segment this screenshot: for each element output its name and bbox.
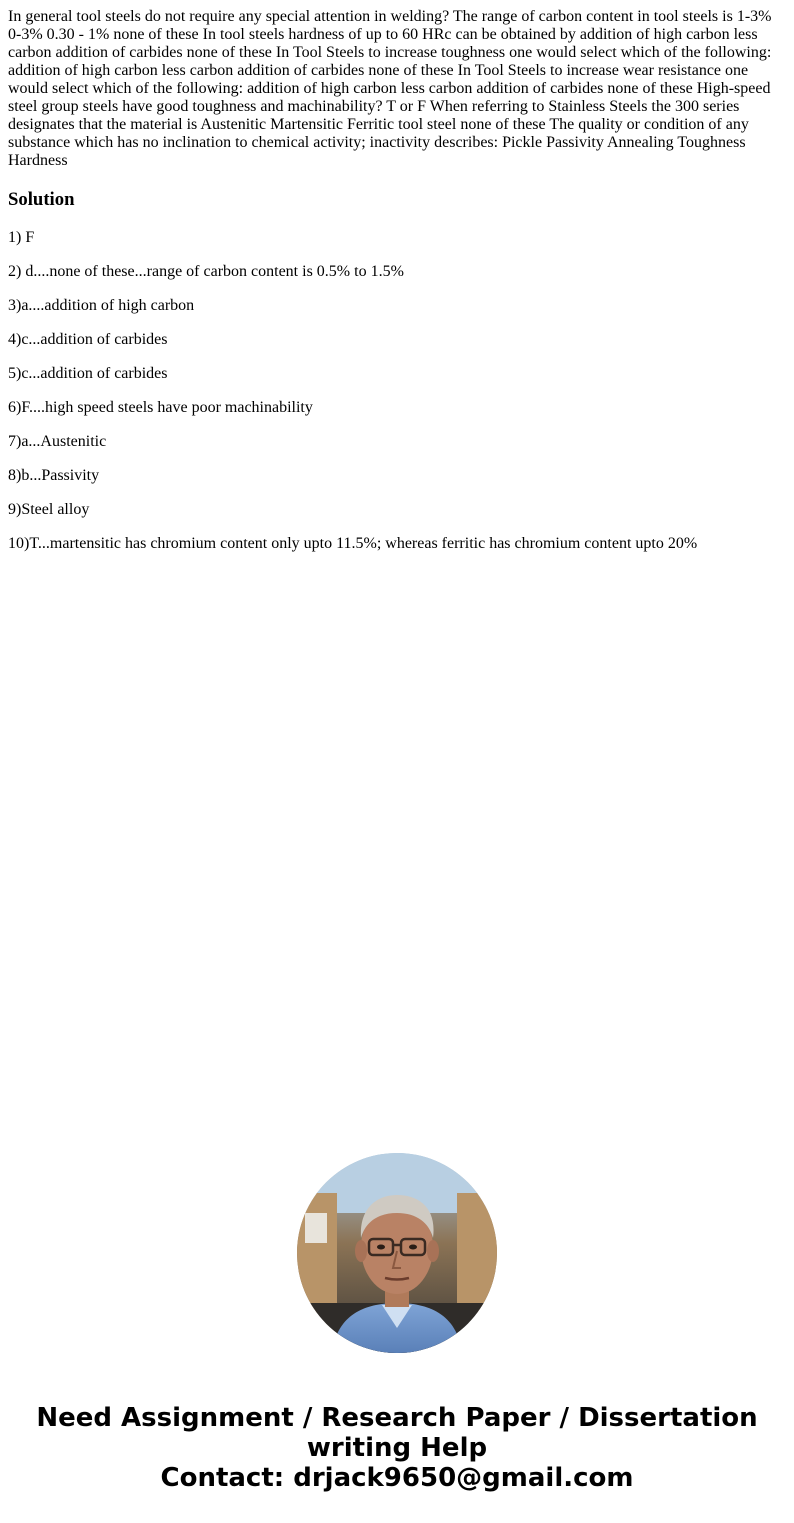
author-avatar: [297, 1153, 497, 1353]
promo-line-1: Need Assignment / Research Paper / Dissertation: [36, 1403, 758, 1433]
promo-contact: Contact: drjack9650@gmail.com: [160, 1463, 634, 1493]
promo-line-2: writing Help: [306, 1433, 488, 1463]
promo-banner: [0, 1403, 794, 1493]
answer-item-3: 3)a....addition of high carbon: [8, 297, 195, 314]
answer-item-4: 4)c...addition of carbides: [8, 331, 168, 348]
answer-item-1: 1) F: [8, 229, 35, 246]
answer-item-10: 10)T...martensitic has chromium content only upto 11.5%; whereas ferritic has chromium content upto 20%: [8, 535, 698, 552]
answer-item-6: 6)F....high speed steels have poor machinability: [8, 399, 313, 416]
solution-heading: Solution: [8, 189, 75, 210]
answer-item-5: 5)c...addition of carbides: [8, 365, 168, 382]
answer-item-7: 7)a...Austenitic: [8, 433, 107, 450]
answer-item-2: 2) d....none of these...range of carbon content is 0.5% to 1.5%: [8, 263, 404, 280]
answer-item-8: 8)b...Passivity: [8, 467, 100, 484]
portrait-image: [297, 1153, 497, 1353]
answer-item-9: 9)Steel alloy: [8, 501, 90, 518]
answer-list: [8, 229, 784, 569]
question-text: In general tool steels do not require any special attention in welding? The range of carbon content in tool steels is 1-3% 0-3% 0.30 - 1% none of these In tool steels hardness of up to 60 HRc can be obtained by addition of high carbon less carbon addition of carbides none of these In Tool Steels to increase toughness one would select which of the following: addition of high carbon less carbon addition of carbides none of these In Tool Steels to increase wear resistance one would select which of the following: addition of high carbon less carbon addition of carbides none of these High-speed steel group steels have good toughness and machinability? T or F When referring to Stainless Steels the 300 series designates that the material is Austenitic Martensitic Ferritic tool steel none of these The quality or condition of any substance which has no inclination to chemical activity; inactivity describes: Pickle Passivity Annealing Toughness Hardness: [8, 8, 772, 169]
